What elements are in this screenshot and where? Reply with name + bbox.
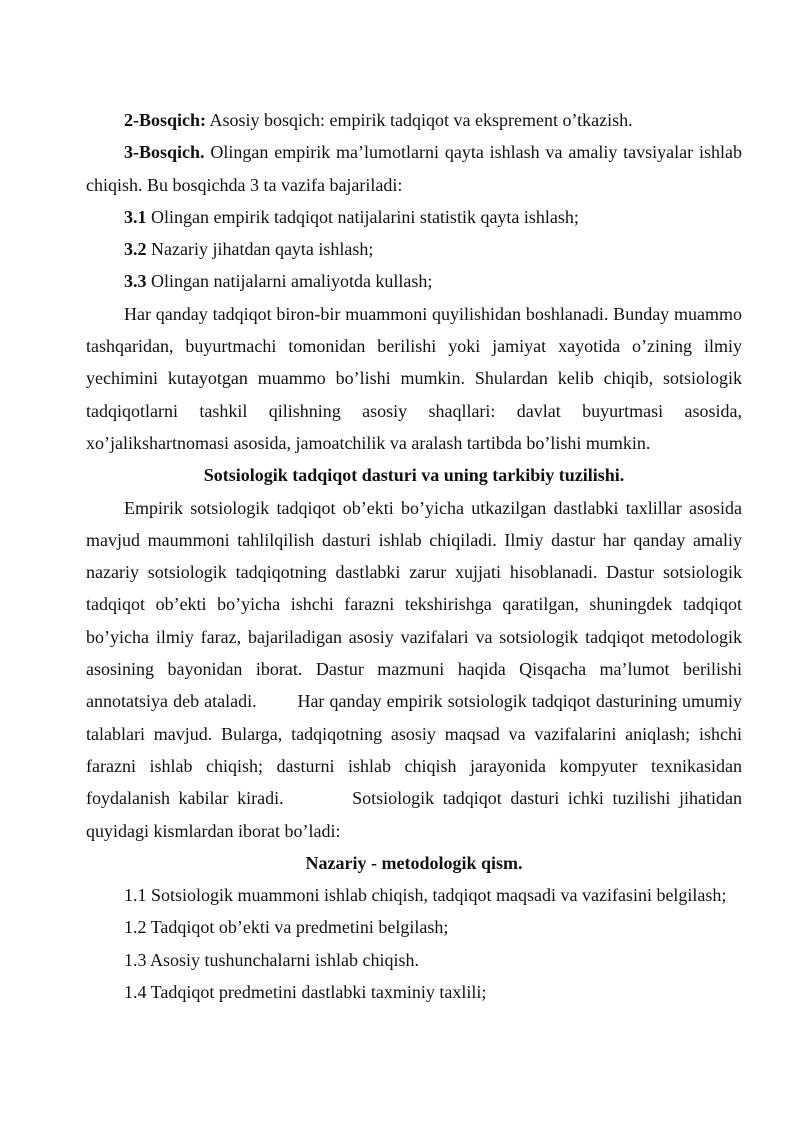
- research-problem-paragraph: [86, 298, 742, 459]
- list-item: 1.4 Tadqiqot predmetini dastlabki taxminiy taxlili;: [124, 982, 487, 1003]
- list-item: 1.1 Sotsiologik muammoni ishlab chiqish, tadqiqot maqsadi va vazifasini belgilash;: [124, 885, 727, 906]
- research-problem-text: Har qanday tadqiqot biron-bir muammoni quyilishidan boshlanadi. Bunday muammo tashqaridan, buyurtmachi tomonidan berilishi yoki jamiyat xayotida o’zining ilmiy yechimini kutayotgan muammo bo’lishi mumkin. Shulardan kelib chiqib, sotsiologik tadqiqotlarni tashkil qilishning asosiy shaqllari: davlat buyurtmasi asosida, xo’jalikshartnomasi asosida, jamoatchilik va aralash tartibda bo’lishi mumkin.: [86, 303, 742, 453]
- section-heading-methodology: Nazariy - metodologik qism.: [305, 852, 523, 873]
- task-3-3-text: Olingan natijalarni amaliyotda kullash;: [146, 271, 433, 292]
- program-paragraph: Empirik sotsiologik tadqiqot ob’ekti bo’yicha utkazilgan dastlabki taxlillar asosida mavjud maummoni tahlilqilish dasturi ishlab chiqiladi. Ilmiy dastur har qanday amaliy nazariy sotsiologik tadqiqotning dastlabki zarur xujjati hisoblanadi. Dastur sotsiologik tadqiqot ob’ekti bo’yicha ishchi farazni tekshirishga qaratilgan, shuningdek tadqiqot bo’yicha ilmiy faraz, bajariladigan asosiy vazifalari va sotsiologik tadqiqot metodologik asosining bayonidan iborat. Dastur mazmuni haqida Qisqacha ma’lumot berilishi annotatsiya deb ataladi. Har qanday empirik sotsiologik tadqiqot dasturining umumiy talablari mavjud. Bularga, tadqiqotning asosiy maqsad va vazifalarini aniqlash; ishchi farazni ishlab chiqish; dasturni ishlab chiqish jarayonida kompyuter texnikasidan foydalanish kabilar kiradi. Sotsiologik tadqiqot dasturi ichki tuzilishi jihatidan quyidagi kismlardan iborat bo’ladi:: [86, 497, 742, 841]
- stage-3-text: Olingan empirik ma’lumotlarni qayta ishlash va amaliy tavsiyalar ishlab chiqish. Bu bosqichda 3 ta vazifa bajariladi:: [86, 142, 742, 195]
- task-3-1-text: Olingan empirik tadqiqot natijalarini statistik qayta ishlash;: [146, 206, 579, 227]
- stage-2-text: Asosiy bosqich: empirik tadqiqot va ekspremеnt o’tkazish.: [206, 110, 633, 130]
- list-item: 1.2 Tadqiqot ob’ekti va predmetini belgilash;: [124, 917, 449, 938]
- task-3-2-paragraph: [86, 233, 742, 265]
- stage-3-label: 3-Bosqich.: [124, 142, 205, 163]
- task-3-3-label: 3.3: [124, 271, 147, 292]
- task-3-2-text: Nazariy jihatdan qayta ishlash;: [146, 239, 374, 260]
- task-3-1-label: 3.1: [124, 206, 147, 227]
- stage-2-paragraph: [86, 104, 742, 136]
- section-heading-program: Sotsiologik tadqiqot dasturi va uning tarkibiy tuzilishi.: [203, 465, 625, 486]
- stage-3-paragraph: [86, 136, 742, 201]
- list-item: 1.3 Asosiy tushunchalarni ishlab chiqish.: [124, 949, 419, 970]
- task-3-3-paragraph: [86, 265, 742, 297]
- task-3-1-paragraph: [86, 201, 742, 233]
- stage-2-label: 2-Bosqich:: [124, 110, 207, 130]
- task-3-2-label: 3.2: [124, 239, 147, 260]
- document-body: [86, 104, 742, 1008]
